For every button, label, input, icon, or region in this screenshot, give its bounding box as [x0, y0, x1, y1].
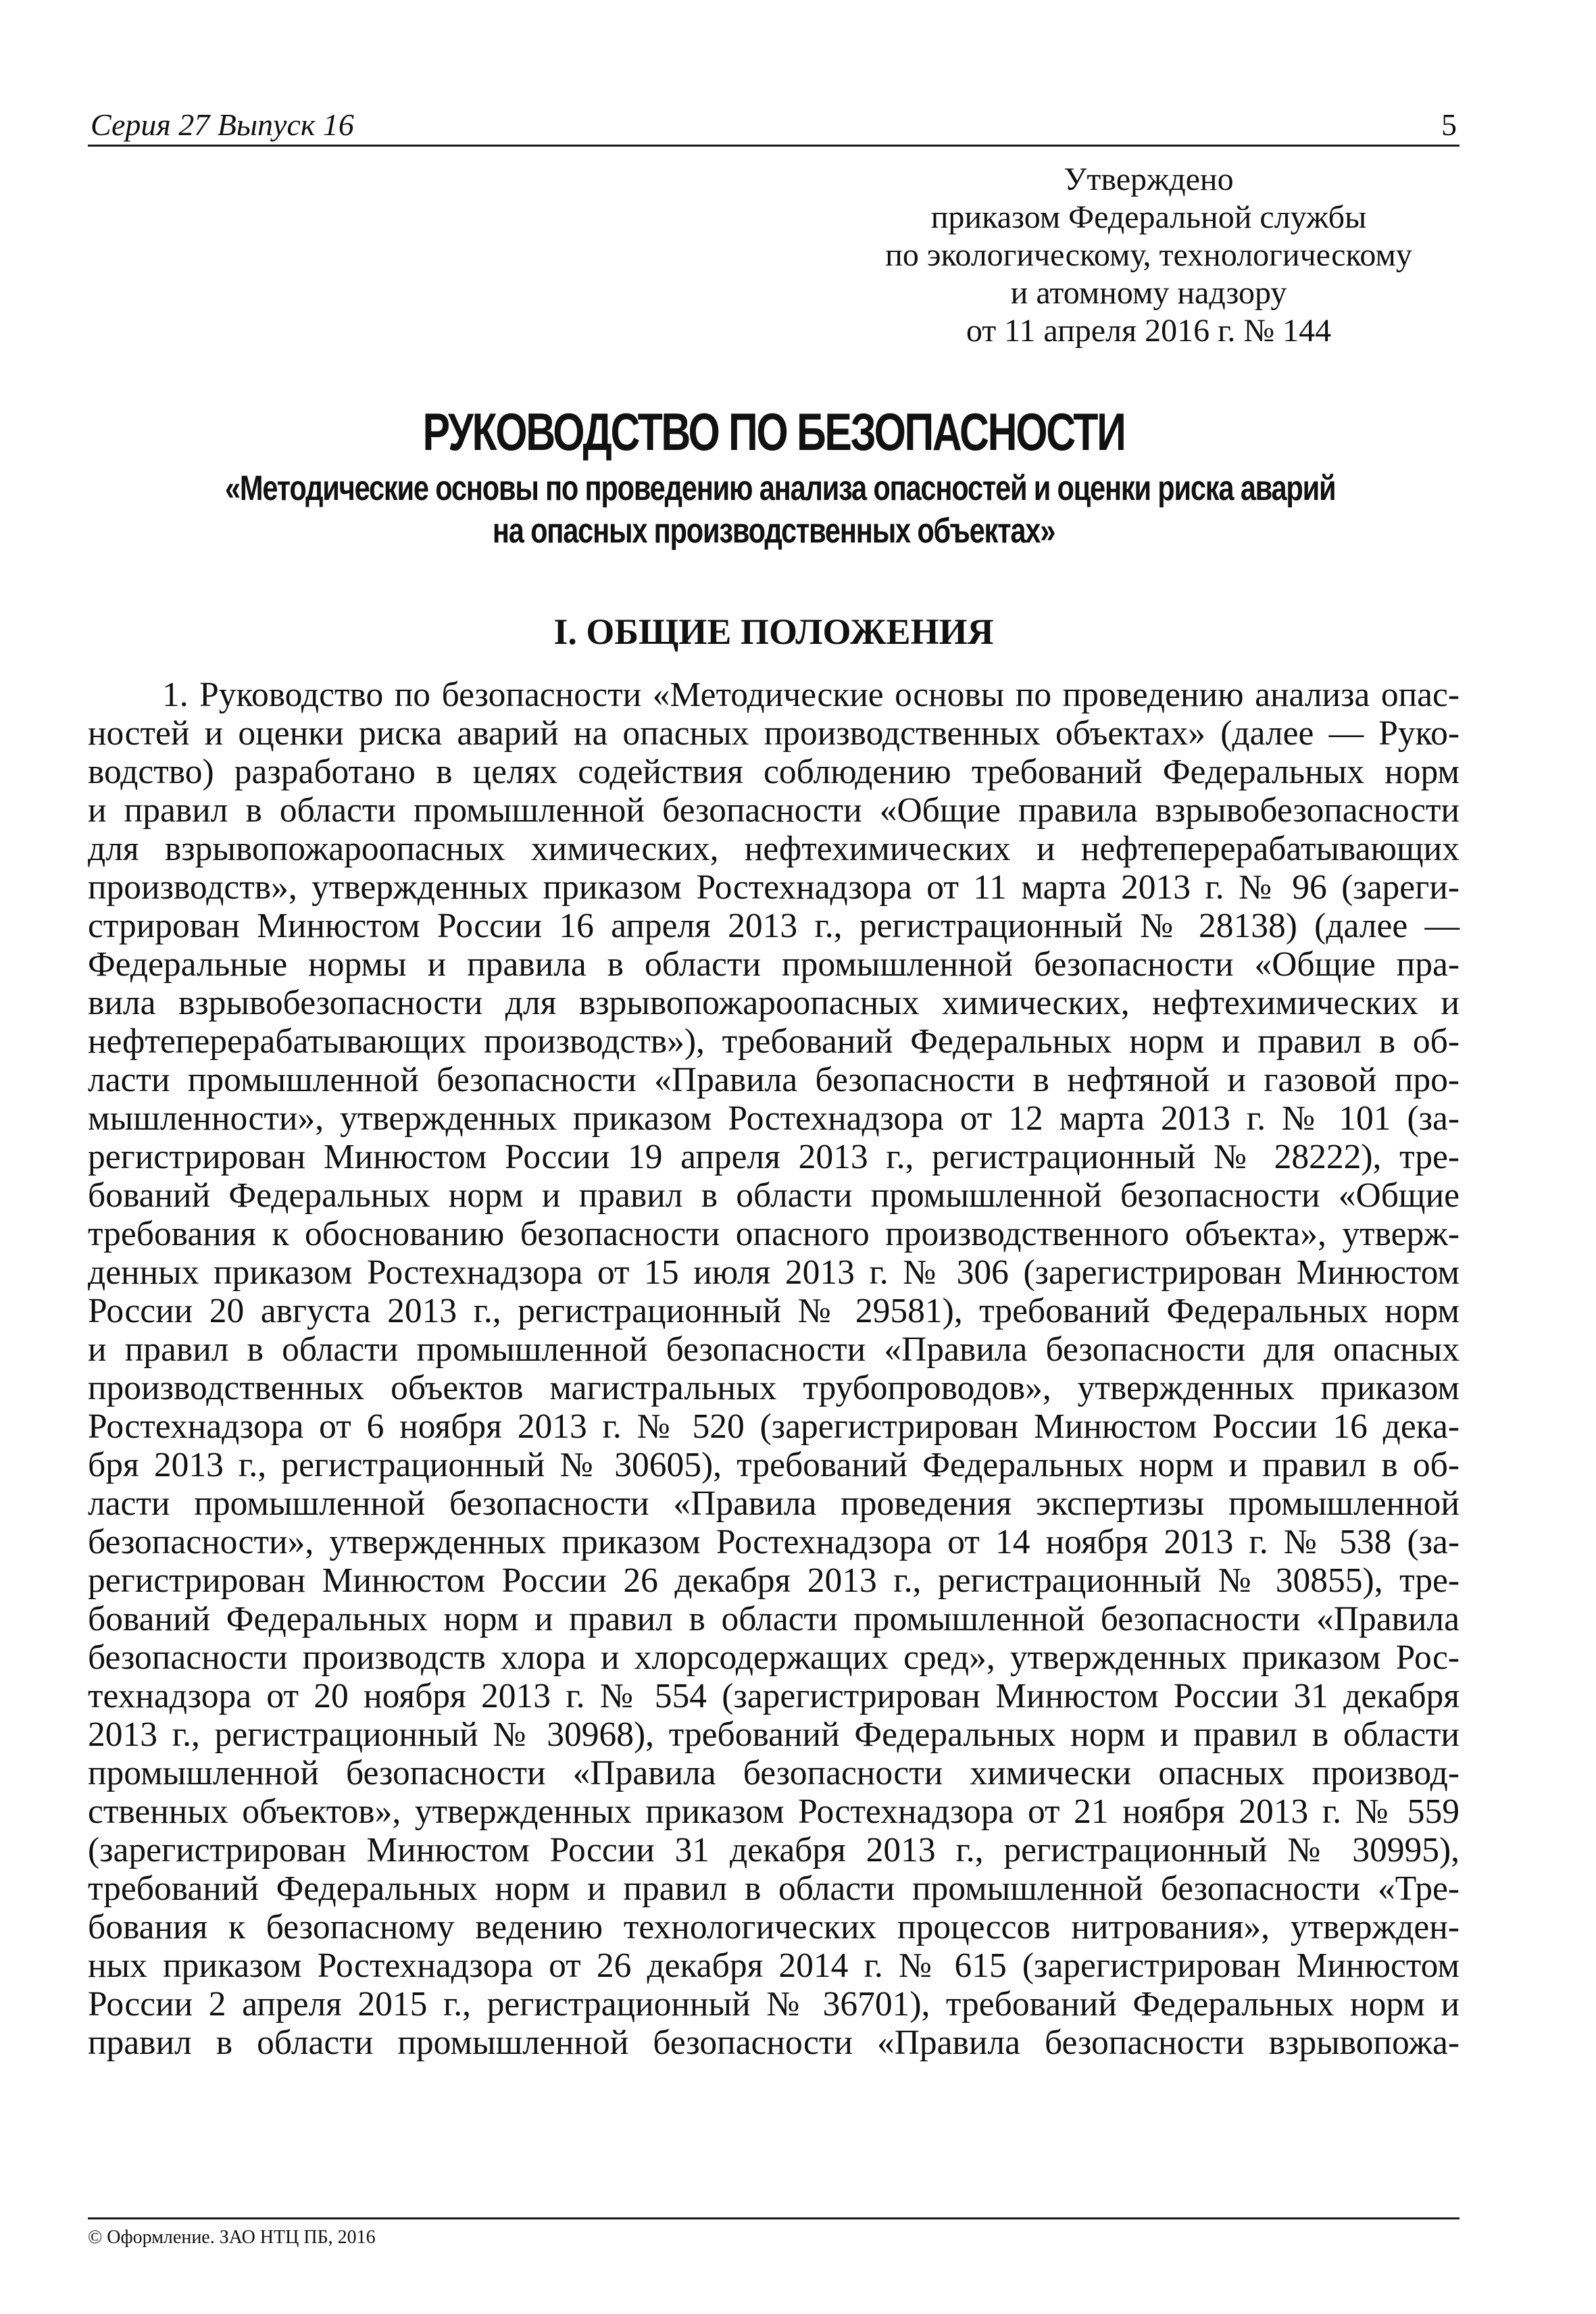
paragraph-line: Федеральные нормы и правила в области промышленной безопасности «Общие пра-: [88, 945, 1460, 984]
paragraph-line: и правил в области промышленной безопасности «Общие правила взрывобезопасности: [88, 791, 1460, 830]
paragraph-line: ностей и оценки риска аварий на опасных производственных объектах» (далее — Руко-: [88, 714, 1460, 753]
paragraph-line: бования к безопасному ведению технологических процессов нитрования», утвержден-: [88, 1908, 1460, 1946]
paragraph-line: денных приказом Ростехнадзора от 15 июля 2013 г. № 306 (зарегистрирован Минюстом: [88, 1253, 1460, 1292]
page-number: 5: [1441, 107, 1457, 142]
paragraph-line: регистрирован Минюстом России 26 декабря 2013 г., регистрационный № 30855), тре-: [88, 1561, 1460, 1600]
series-label: Серия 27 Выпуск 16: [91, 107, 354, 142]
paragraph-line: стрирован Минюстом России 16 апреля 2013 г., регистрационный № 28138) (далее —: [88, 907, 1460, 945]
document-title: РУКОВОДСТВО ПО БЕЗОПАСНОСТИ: [422, 402, 1125, 461]
paragraph-line: ственных объектов», утвержденных приказом Ростехнадзора от 21 ноября 2013 г. № 559: [88, 1792, 1460, 1831]
paragraph-line: 1. Руководство по безопасности «Методические основы по проведению анализа опас-: [162, 676, 1460, 714]
running-header: [88, 101, 1460, 147]
paragraph-line: правил в области промышленной безопасности «Правила безопасности взрывопожа-: [88, 2023, 1460, 2062]
approval-block: [811, 161, 1487, 350]
paragraph-line: 2013 г., регистрационный № 30968), требований Федеральных норм и правил в области: [88, 1715, 1460, 1754]
approval-line: и атомному надзору: [1010, 275, 1287, 311]
paragraph-line: и правил в области промышленной безопасности «Правила безопасности для опасных: [88, 1330, 1460, 1369]
paragraph-line: требования к обоснованию безопасности опасного производственного объекта», утверж-: [88, 1215, 1460, 1253]
approval-line: от 11 апреля 2016 г. № 144: [966, 313, 1332, 349]
subtitle-line: «Методические основы по проведению анализа опасностей и оценки риска аварий: [225, 469, 1336, 508]
paragraph-line: безопасности», утвержденных приказом Ростехнадзора от 14 ноября 2013 г. № 538 (за-: [88, 1523, 1460, 1561]
paragraph-1: [88, 676, 1460, 2062]
paragraph-line: требований Федеральных норм и правил в области промышленной безопасности «Тре-: [88, 1869, 1460, 1908]
section-heading: I. ОБЩИЕ ПОЛОЖЕНИЯ: [553, 611, 994, 652]
paragraph-line: безопасности производств хлора и хлорсодержащих сред», утвержденных приказом Рос-: [88, 1638, 1460, 1677]
paragraph-line: водство) разработано в целях содействия соблюдению требований Федеральных норм: [88, 753, 1460, 791]
footer-copyright: © Оформление. ЗАО НТЦ ПБ, 2016: [88, 2227, 376, 2248]
paragraph-line: мышленности», утвержденных приказом Ростехнадзора от 12 марта 2013 г. № 101 (за-: [88, 1099, 1460, 1138]
approval-line: приказом Федеральной службы: [930, 199, 1367, 235]
paragraph-line: бований Федеральных норм и правил в области промышленной безопасности «Общие: [88, 1176, 1460, 1215]
paragraph-line: бря 2013 г., регистрационный № 30605), требований Федеральных норм и правил в об-: [88, 1446, 1460, 1484]
paragraph-line: бований Федеральных норм и правил в области промышленной безопасности «Правила: [88, 1600, 1460, 1638]
document-subtitle: [88, 468, 1460, 553]
paragraph-line: технадзора от 20 ноября 2013 г. № 554 (зарегистрирован Минюстом России 31 декабря: [88, 1677, 1460, 1715]
approval-line: по экологическому, технологическому: [885, 237, 1412, 273]
paragraph-line: ных приказом Ростехнадзора от 26 декабря 2014 г. № 615 (зарегистрирован Минюстом: [88, 1946, 1460, 1985]
paragraph-line: (зарегистрирован Минюстом России 31 декабря 2013 г., регистрационный № 30995),: [88, 1831, 1460, 1869]
paragraph-line: ласти промышленной безопасности «Правила проведения экспертизы промышленной: [88, 1484, 1460, 1523]
paragraph-line: производств», утвержденных приказом Ростехнадзора от 11 марта 2013 г. № 96 (зареги-: [88, 868, 1460, 907]
footer-rule: [88, 2217, 1460, 2220]
paragraph-line: России 20 августа 2013 г., регистрационный № 29581), требований Федеральных норм: [88, 1292, 1460, 1330]
paragraph-line: нефтеперерабатывающих производств»), требований Федеральных норм и правил в об-: [88, 1022, 1460, 1061]
paragraph-line: промышленной безопасности «Правила безопасности химически опасных производ-: [88, 1754, 1460, 1792]
subtitle-line: на опасных производственных объектах»: [492, 511, 1055, 551]
paragraph-line: для взрывопожароопасных химических, нефтехимических и нефтеперерабатывающих: [88, 830, 1460, 868]
paragraph-line: России 2 апреля 2015 г., регистрационный № 36701), требований Федеральных норм и: [88, 1985, 1460, 2023]
approval-line: Утверждено: [1064, 161, 1234, 197]
paragraph-line: регистрирован Минюстом России 19 апреля 2013 г., регистрационный № 28222), тре-: [88, 1138, 1460, 1176]
paragraph-line: производственных объектов магистральных трубопроводов», утвержденных приказом: [88, 1369, 1460, 1407]
paragraph-line: ласти промышленной безопасности «Правила безопасности в нефтяной и газовой про-: [88, 1061, 1460, 1099]
paragraph-line: Ростехнадзора от 6 ноября 2013 г. № 520 (зарегистрирован Минюстом России 16 дека-: [88, 1407, 1460, 1446]
paragraph-line: вила взрывобезопасности для взрывопожароопасных химических, нефтехимических и: [88, 984, 1460, 1022]
